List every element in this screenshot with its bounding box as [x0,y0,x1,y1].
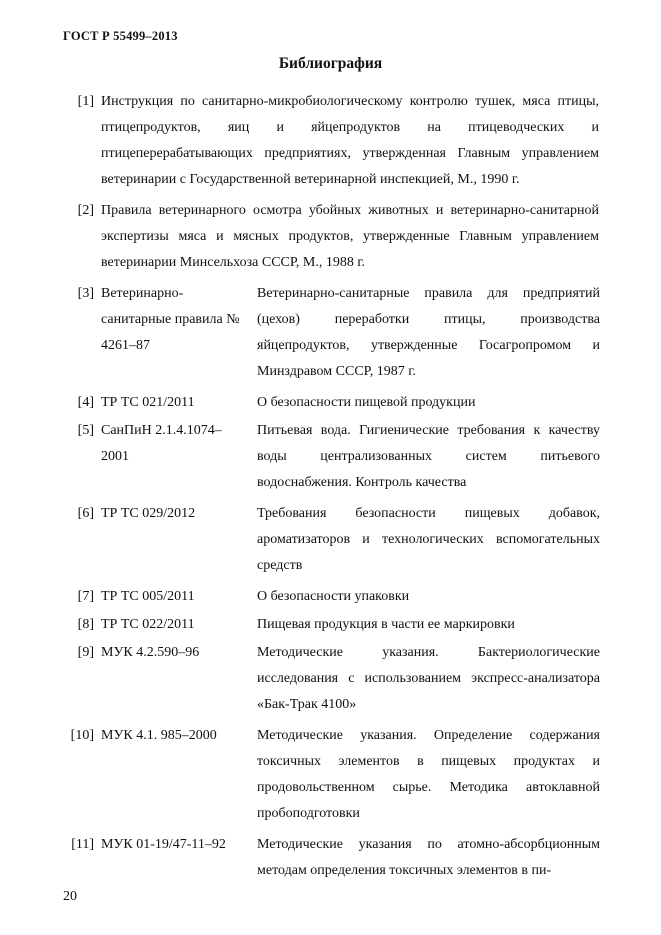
entry-number: [10] [70,728,94,743]
entry-number: [8] [77,617,94,632]
bibliography-list [0,89,661,889]
bibliography-entry [0,418,661,496]
entry-text: Инструкция по санитарно-микробиологическому контролю тушек, мяса птицы, птицепродуктов, яиц и яйцепродуктов на птицеводческих и птицеперерабатывающих предприятиях, утвержденная Главным управлением ветеринарии с Государственной ветеринарной инспекцией, М., 1990 г. [101,94,599,187]
page-number: 20 [63,889,77,904]
entry-text: О безопасности упаковки [257,589,410,604]
bibliography-entry [0,501,661,579]
entry-number: [4] [77,395,94,410]
entry-text: Питьевая вода. Гигиенические требования к качеству воды централизованных систем питьевого водоснабжения. Контроль качества [257,423,600,490]
entry-code: ТР ТС 029/2012 [101,506,196,521]
bibliography-entry [0,584,661,610]
entry-code: ТР ТС 022/2011 [101,617,195,632]
entry-text: Методические указания по атомно-абсорбционным методам определения токсичных элементов в пи- [257,837,600,878]
entry-number: [2] [77,203,94,218]
entry-text: О безопасности пищевой продукции [257,395,476,410]
bibliography-entry [0,198,661,276]
entry-code: ТР ТС 021/2011 [101,395,195,410]
entry-code: ТР ТС 005/2011 [101,589,195,604]
bibliography-entry [0,281,661,385]
entry-code: МУК 01-19/47-11–92 [101,837,226,852]
entry-code: МУК 4.2.590–96 [101,645,200,660]
entry-text: Методические указания. Определение содержания токсичных элементов в пищевых продуктах и продовольственном сырье. Методика автоклавной пробоподготовки [257,728,600,821]
entry-number: [6] [77,506,94,521]
entry-number: [7] [77,589,94,604]
section-title: Библиография [278,55,383,72]
document-header: ГОСТ Р 55499–2013 [63,29,178,43]
entry-number: [5] [77,423,94,438]
bibliography-entry [0,89,661,193]
entry-text: Требования безопасности пищевых добавок, ароматизаторов и технологических вспомогательных средств [257,506,600,573]
entry-code: СанПиН 2.1.4.1074–2001 [101,423,222,464]
entry-code: Ветеринарно-санитарные правила № 4261–87 [101,286,240,353]
bibliography-entry [0,390,661,416]
entry-number: [3] [77,286,94,301]
bibliography-entry [0,612,661,638]
entry-number: [9] [77,645,94,660]
entry-number: [11] [71,837,94,852]
bibliography-entry [0,832,661,884]
entry-text: Правила ветеринарного осмотра убойных животных и ветеринарно-санитарной экспертизы мяса и мясных продуктов, утвержденные Главным управлением ветеринарии Минсельхоза СССР, М., 1988 г. [101,203,599,270]
entry-number: [1] [77,94,94,109]
bibliography-entry [0,723,661,827]
entry-code: МУК 4.1. 985–2000 [101,728,217,743]
entry-text: Ветеринарно-санитарные правила для предприятий (цехов) переработки птицы, производства яйцепродуктов, утвержденные Госагропромом и Минздравом СССР, 1987 г. [257,286,600,379]
entry-text: Пищевая продукция в части ее маркировки [257,617,515,632]
bibliography-entry [0,640,661,718]
entry-text: Методические указания. Бактериологические исследования с использованием экспресс-анализатора «Бак-Трак 4100» [257,645,600,712]
